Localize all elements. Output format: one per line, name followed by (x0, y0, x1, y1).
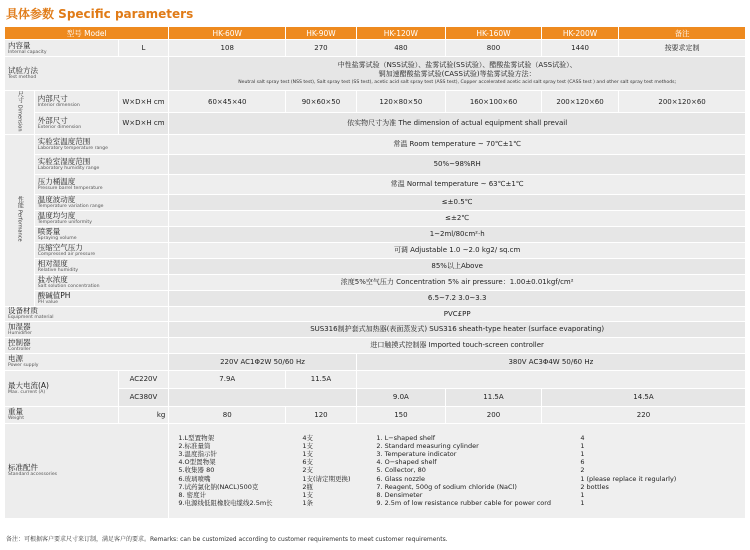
perf-value: 1~2ml/80cm²·h (169, 226, 746, 242)
header-model-4: HK-160W (446, 27, 542, 40)
interior-dimension-value: 200×120×60 (541, 91, 618, 113)
exterior-dimension-label: 外部尺寸 Exterior dimension (34, 113, 118, 134)
interior-dimension-label: 内部尺寸 Interior dimension (34, 91, 118, 113)
page-title: 具体参数 Specific parameters (6, 7, 194, 21)
header-model-5: HK-200W (541, 27, 618, 40)
exterior-dimension-row (5, 113, 746, 134)
weight-value: 120 (286, 406, 357, 423)
perf-label: 压力桶温度 Pressure barrel temperature (34, 174, 169, 194)
capacity-value: 270 (286, 40, 357, 57)
spec-table (4, 26, 746, 519)
interior-dimension-value: 60×45×40 (169, 91, 286, 113)
humidifier-value: SUS316制护套式加热器(表面蒸发式) SUS316 sheath-type heater (surface evaporating) (169, 321, 746, 337)
capacity-row (5, 40, 746, 57)
perf-label: 相对湿度 Relative humidity (34, 258, 169, 274)
capacity-value: 800 (446, 40, 542, 57)
test-method-row (5, 57, 746, 91)
weight-unit: kg (118, 406, 169, 423)
interior-dimension-value: 120×80×50 (356, 91, 445, 113)
perf-label: 实验室温度范围 Laboratory temperature range (34, 134, 169, 154)
current-value: 9.0A (356, 388, 445, 406)
power-label: 电源 Power supply (5, 353, 169, 370)
controller-value: 进口触摸式控制器 Imported touch-screen controller (169, 337, 746, 353)
accessories-en-qty: 4 1 1 6 2 1 (please replace it regularly) 2 bottles 1 1 (580, 433, 677, 508)
ac220-label: AC220V (118, 370, 169, 388)
power-row (5, 353, 746, 370)
performance-group: 性能 Performance (5, 134, 35, 306)
perf-value: 常温 Room temperature ~ 70℃±1℃ (169, 134, 746, 154)
performance-row (5, 226, 746, 242)
accessories-zh-list: 1.L型置物架 2.标准量筒 3.温度指示针 4.O型置物架 5.收集器 80 6.玻璃喷嘴 7.试药氯化钠(NACL)500克 8. 密度计 9.电源线低阻橡胶电缆线2.5m长 (178, 433, 273, 508)
power-value-220: 220V AC1Φ2W 50/60 Hz (169, 353, 356, 370)
perf-label: 温度波动度 Temperature variation range (34, 194, 169, 210)
perf-value: 浓度5%空气压力 Concentration 5% air pressure：1.00±0.01kgf/cm² (169, 274, 746, 290)
accessories-label: 标准配件 Standard accessories (5, 423, 169, 518)
perf-label: 实验室湿度范围 Laboratory humidity range (34, 154, 169, 174)
perf-value: 85%以上Above (169, 258, 746, 274)
perf-label: 酸碱值PH PH value (34, 290, 169, 306)
weight-row (5, 406, 746, 423)
header-model-1: HK-60W (169, 27, 286, 40)
capacity-unit: L (118, 40, 169, 57)
capacity-value: 480 (356, 40, 445, 57)
ac380-label: AC380V (118, 388, 169, 406)
performance-row (5, 290, 746, 306)
perf-label: 压缩空气压力 Compressed air pressure (34, 242, 169, 258)
capacity-label: 内容量 Internal capacity (5, 40, 119, 57)
header-model-3: HK-120W (356, 27, 445, 40)
performance-row (5, 134, 746, 154)
humidifier-label: 加湿器 Humidifier (5, 321, 169, 337)
interior-dimension-value: 200×120×60 (619, 91, 746, 113)
controller-row (5, 337, 746, 353)
current-value: 11.5A (446, 388, 542, 406)
capacity-value: 1440 (541, 40, 618, 57)
current-value: 7.9A (169, 370, 286, 388)
humidifier-row (5, 321, 746, 337)
footnote: 备注：可根据客户要求尺寸来订制，满足客户的要求。Remarks: can be customized according to customer requirements to meet customer requirements. (6, 536, 448, 543)
dimension-unit: W×D×H cm (118, 113, 169, 134)
header-row (5, 27, 746, 40)
material-value: PVC£PP (169, 306, 746, 321)
weight-value: 150 (356, 406, 445, 423)
perf-label: 喷雾量 Spraying volume (34, 226, 169, 242)
perf-value: 可调 Adjustable 1.0 ~2.0 kg2/ sq.cm (169, 242, 746, 258)
performance-row (5, 258, 746, 274)
performance-row (5, 174, 746, 194)
interior-dimension-value: 90×60×50 (286, 91, 357, 113)
performance-row (5, 194, 746, 210)
perf-value: 6.5~7.2 3.0~3.3 (169, 290, 746, 306)
accessories-row (5, 423, 746, 518)
test-method-value: 中性盐雾试验（NSS试验）、盐雾试验(SS试验）、醋酸盐雾试验（ASS试验）、 铜加速醋酸盐雾试验(CASS试验)等盐雾试验方法： Neutral salt spray test (NSS test), Salt spray test (SS test), acetic acid salt spray test (ASS test), Copper accelerated acetic acid salt spray test (CASS test ) and other salt spray test methods; (169, 57, 746, 91)
performance-row (5, 274, 746, 290)
dimension-group: 尺寸 Dimension (5, 91, 35, 135)
power-value-380: 380V AC3Φ4W 50/60 Hz (356, 353, 745, 370)
controller-label: 控制器 Controller (5, 337, 169, 353)
current-value: 14.5A (541, 388, 745, 406)
material-row (5, 306, 746, 321)
material-label: 设备材质 Equipment material (5, 306, 169, 321)
header-remark: 备注 (619, 27, 746, 40)
perf-value: 常温 Normal temperature ~ 63℃±1℃ (169, 174, 746, 194)
capacity-value: 108 (169, 40, 286, 57)
accessories-en-list: 1. L−shaped shelf 2. Standard measuring cylinder 3. Temperature indicator 4. O−shaped shelf 5. Collector, 80 6. Glass nozzle 7. Reagent, 500g of sodium chloride (NaCl) 8. Densimeter 9. 2.5m of low resistance rubber cable for power cord (376, 433, 551, 508)
accessories-zh-qty: 4支 1支 1支 6支 2支 1支(请定期更换) 2瓶 1支 1条 (302, 433, 351, 508)
current-value: 11.5A (286, 370, 357, 388)
capacity-remark: 按要求定制 (619, 40, 746, 57)
test-method-label: 试验方法 Test method (5, 57, 169, 91)
dimension-unit: W×D×H cm (118, 91, 169, 113)
weight-value: 220 (541, 406, 745, 423)
perf-label: 盐水浓度 Salt solution concentration (34, 274, 169, 290)
max-current-label: 最大电流(A) Max. current (A) (5, 370, 119, 406)
exterior-dimension-value: 依实物尺寸为准 The dimension of actual equipment shall prevail (169, 113, 746, 134)
performance-row (5, 154, 746, 174)
accessories-content (169, 423, 746, 518)
perf-label: 温度均匀度 Temperature uniformity (34, 210, 169, 226)
performance-row (5, 210, 746, 226)
perf-value: ≤±0.5℃ (169, 194, 746, 210)
perf-value: ≤±2℃ (169, 210, 746, 226)
interior-dimension-row (5, 91, 746, 113)
weight-value: 200 (446, 406, 542, 423)
interior-dimension-value: 160×100×60 (446, 91, 542, 113)
max-current-220-row (5, 370, 746, 388)
performance-row (5, 242, 746, 258)
weight-value: 80 (169, 406, 286, 423)
perf-value: 50%~98%RH (169, 154, 746, 174)
header-model-2: HK-90W (286, 27, 357, 40)
weight-label: 重量 Weight (5, 406, 119, 423)
header-model: 型号 Model (5, 27, 169, 40)
